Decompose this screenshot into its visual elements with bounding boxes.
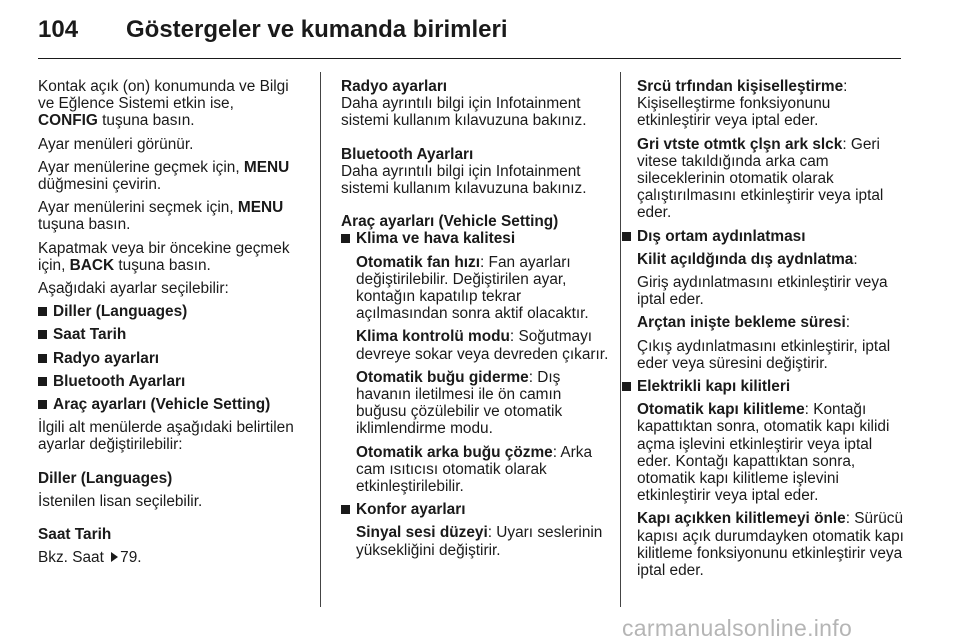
column-3 <box>622 78 904 585</box>
bullet-square-icon <box>38 307 47 316</box>
list-item: Araç ayarları (Vehicle Setting) <box>38 396 308 413</box>
bullet-square-icon <box>341 234 350 243</box>
setting-item: Otomatik arka buğu çözme: Arka cam ısıtıcısı otomatik olarak etkinleştirilebilir. <box>356 443 593 496</box>
list-item: Dış ortam aydınlatması <box>622 228 904 245</box>
paragraph: Daha ayrıntılı bilgi için Infotainment sistemi kullanım kılavuzuna bakınız. <box>341 95 587 130</box>
paragraph: Bkz. Saat 79. <box>38 549 142 567</box>
header-rule <box>38 58 901 59</box>
paragraph: Aşağıdaki ayarlar seçilebilir: <box>38 280 229 298</box>
page-number: 104 <box>38 16 79 43</box>
column-divider-2 <box>620 72 621 607</box>
setting-item: Klima kontrolü modu: Soğutmayı devreye sokar veya devreden çıkarır. <box>356 328 609 363</box>
page-reference-arrow-icon <box>111 552 118 562</box>
bullet-square-icon <box>38 377 47 386</box>
paragraph: Çıkış aydınlatmasını etkinleştirir, iptal eder veya süresini değiştirir. <box>637 337 891 372</box>
paragraph: Ayar menüleri görünür. <box>38 135 194 153</box>
page-header <box>38 16 902 52</box>
setting-item: Otomatik kapı kilitleme: Kontağı kapattıktan sonra, otomatik kapı kilidi açma işlevini etkinleştirir veya iptal eder. Kontağı kapattıktan sonra, otomatik kapı kilitleme işlevini etkinleştirir veya iptal eder. <box>637 401 890 505</box>
paragraph: İstenilen lisan seçilebilir. <box>38 492 203 510</box>
setting-item: Kilit açıldğında dış aydnlatma: <box>637 250 858 268</box>
list-item: Saat Tarih <box>38 326 308 343</box>
bullet-square-icon <box>38 330 47 339</box>
bullet-square-icon <box>38 354 47 363</box>
section-heading: Araç ayarları (Vehicle Setting) <box>341 213 559 231</box>
setting-item: Arçtan inişte bekleme süresi: <box>637 314 851 332</box>
list-item: Elektrikli kapı kilitleri <box>622 378 904 395</box>
column-divider-1 <box>320 72 321 607</box>
paragraph: Daha ayrıntılı bilgi için Infotainment sistemi kullanım kılavuzuna bakınız. <box>341 162 587 198</box>
section-heading: Saat Tarih <box>38 526 112 544</box>
page-title: Göstergeler ve kumanda birimleri <box>126 16 508 43</box>
bullet-square-icon <box>341 505 350 514</box>
paragraph: Kapatmak veya bir öncekine geçmek için, BACK tuşuna basın. <box>38 239 290 274</box>
setting-item: Sinyal sesi düzeyi: Uyarı seslerinin yüksekliğini değiştirir. <box>356 524 603 559</box>
paragraph: Giriş aydınlatmasını etkinleştirir veya iptal eder. <box>637 274 888 309</box>
bullet-square-icon <box>622 232 631 241</box>
bullet-square-icon <box>622 382 631 391</box>
column-2 <box>341 78 611 565</box>
list-item: Klima ve hava kalitesi <box>341 230 611 247</box>
section-heading: Radyo ayarları <box>341 78 448 95</box>
list-item: Radyo ayarları <box>38 350 308 367</box>
paragraph: Kontak açık (on) konumunda ve Bilgi ve Eğlence Sistemi etkin ise, CONFIG tuşuna basın. <box>38 78 289 130</box>
list-item: Konfor ayarları <box>341 501 611 518</box>
paragraph: İlgili alt menülerde aşağıdaki belirtilen ayarlar değiştirilebilir: <box>38 419 294 454</box>
watermark: carmanualsonline.info <box>622 615 853 641</box>
section-heading: Bluetooth Ayarları <box>341 145 474 163</box>
list-item: Diller (Languages) <box>38 303 308 320</box>
setting-item: Gri vtste otmtk çlşn ark slck: Geri vitese takıldığında arka cam sileceklerinin otomatik olarak çalıştırılmasını etkinleştirir veya iptal eder. <box>637 135 884 222</box>
bullet-square-icon <box>38 400 47 409</box>
setting-item: Otomatik buğu giderme: Dış havanın iletilmesi ile ön camın buğusu çözülebilir ve otomatik iklimlendirme modu. <box>356 368 563 438</box>
setting-item: Kapı açıkken kilitlemeyi önle: Sürücü kapısı açık durumdayken otomatik kapı kilitleme fonksiyonunu etkinleştirir veya iptal eder. <box>637 510 904 580</box>
list-item: Bluetooth Ayarları <box>38 373 308 390</box>
paragraph: Ayar menülerine geçmek için, MENU düğmesini çevirin. <box>38 158 290 194</box>
setting-item: Otomatik fan hızı: Fan ayarları değiştirilebilir. Değiştirilen ayar, kontağın kapatılıp tekrar açılmasından sonra aktif olacaktır. <box>356 253 589 323</box>
column-1 <box>38 78 308 572</box>
section-heading: Diller (Languages) <box>38 469 173 487</box>
page-reference-link[interactable]: 79. <box>120 549 142 567</box>
paragraph: Ayar menülerini seçmek için, MENU tuşuna basın. <box>38 199 284 234</box>
setting-item: Srcü trfından kişiselleştirme: Kişiselleştirme fonksiyonunu etkinleştirir veya iptal eder. <box>637 78 848 130</box>
